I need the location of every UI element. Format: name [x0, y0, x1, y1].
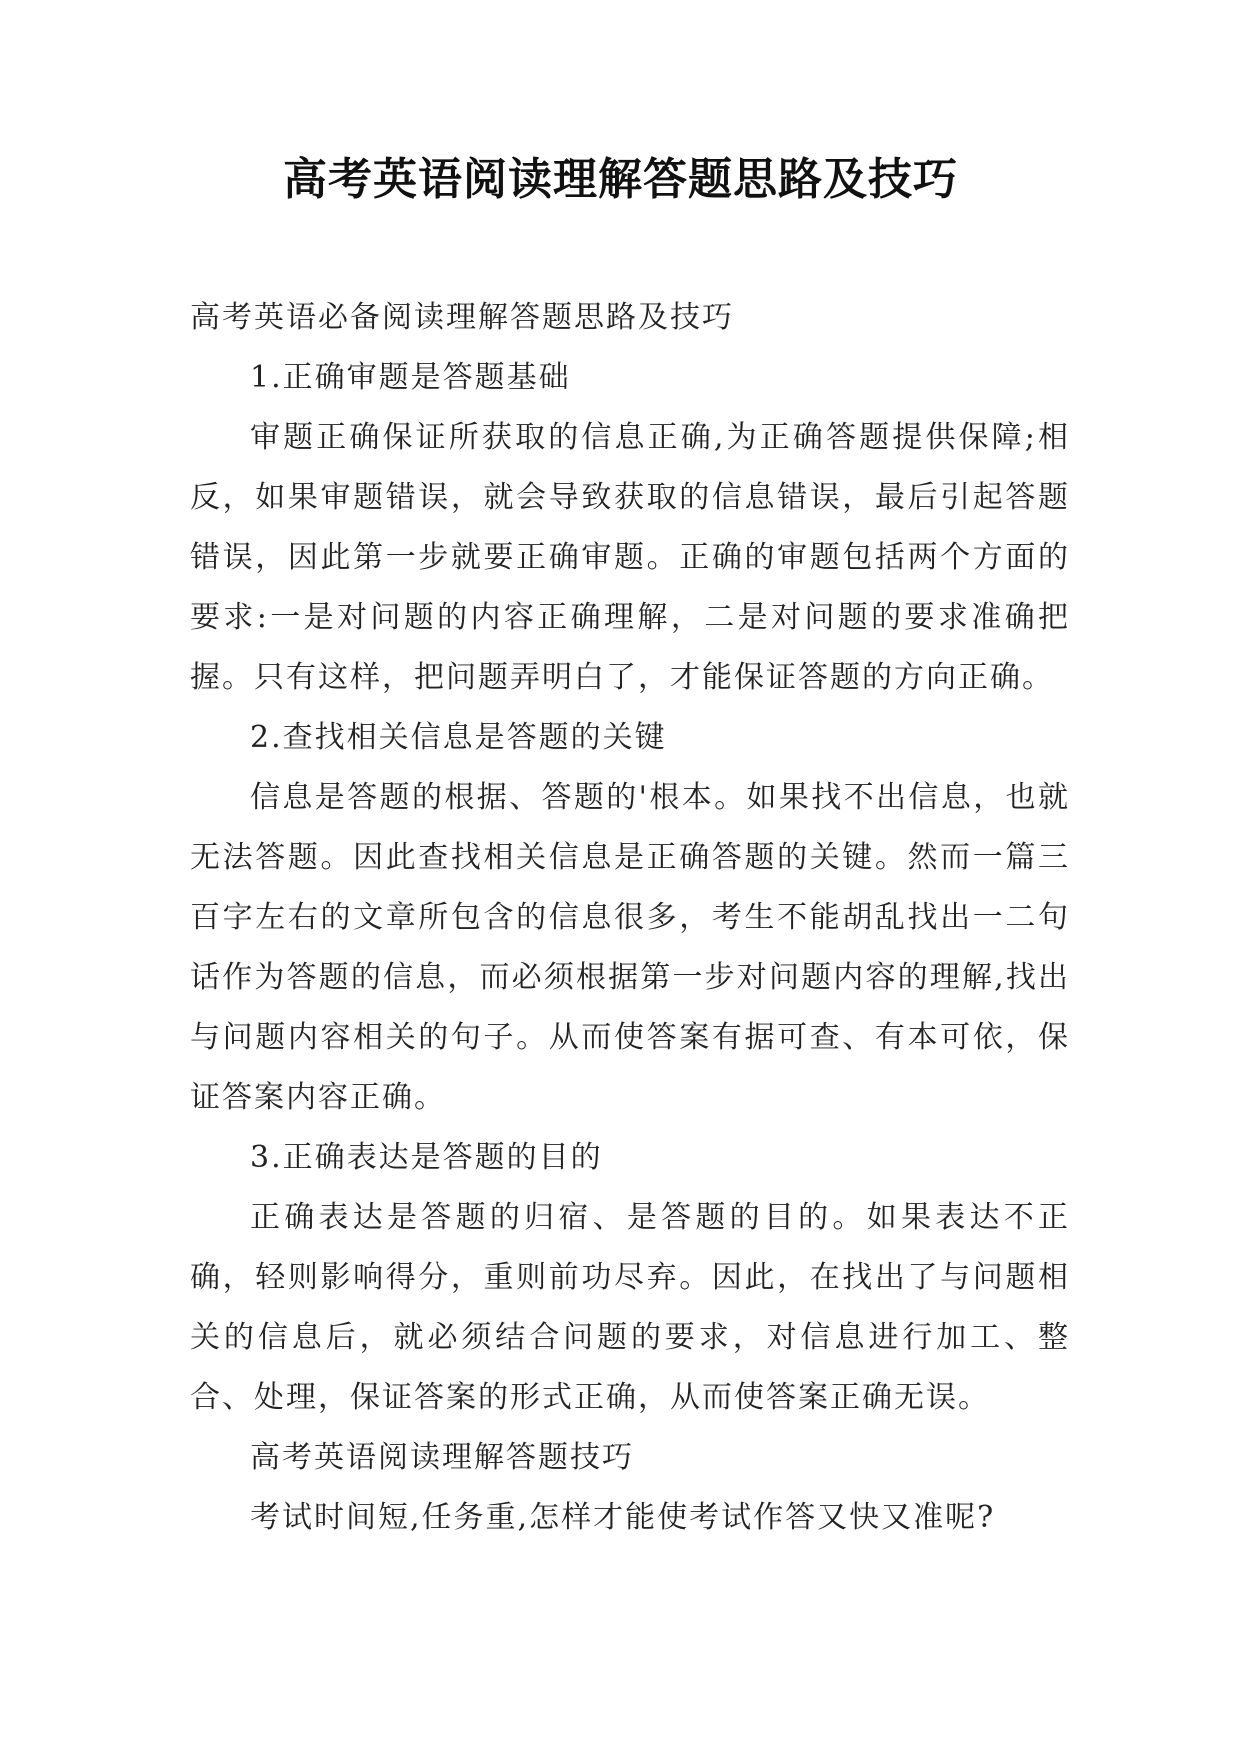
section-heading-3: 3.正确表达是答题的目的: [250, 1140, 603, 1175]
section-heading-2: 2.查找相关信息是答题的关键: [250, 720, 667, 755]
section-heading-1: 1.正确审题是答题基础: [250, 360, 571, 395]
document-title: 高考英语阅读理解答题思路及技巧: [283, 154, 958, 205]
document-body: [190, 288, 1070, 1548]
techniques-heading: 高考英语阅读理解答题技巧: [250, 1440, 634, 1475]
section-paragraph-3: 正确表达是答题的归宿、是答题的目的。如果表达不正确，轻则影响得分，重则前功尽弃。因此，在找出了与问题相关的信息后，就必须结合问题的要求，对信息进行加工、整合、处理，保证答案的形式正确，从而使答案正确无误。: [190, 1200, 1070, 1415]
section-paragraph-1: 审题正确保证所获取的信息正确,为正确答题提供保障;相反，如果审题错误，就会导致获取的信息错误，最后引起答题错误，因此第一步就要正确审题。正确的审题包括两个方面的要求:一是对问题的内容正确理解，二是对问题的要求准确把握。只有这样，把问题弄明白了，才能保证答题的方向正确。: [190, 420, 1070, 695]
intro-heading: 高考英语必备阅读理解答题思路及技巧: [190, 300, 734, 335]
section-paragraph-2: 信息是答题的根据、答题的'根本。如果找不出信息，也就无法答题。因此查找相关信息是正确答题的关键。然而一篇三百字左右的文章所包含的信息很多，考生不能胡乱找出一二句话作为答题的信息，而必须根据第一步对问题内容的理解,找出与问题内容相关的句子。从而使答案有据可查、有本可依，保证答案内容正确。: [190, 780, 1070, 1115]
techniques-paragraph: 考试时间短,任务重,怎样才能使考试作答又快又准呢?: [250, 1500, 996, 1535]
